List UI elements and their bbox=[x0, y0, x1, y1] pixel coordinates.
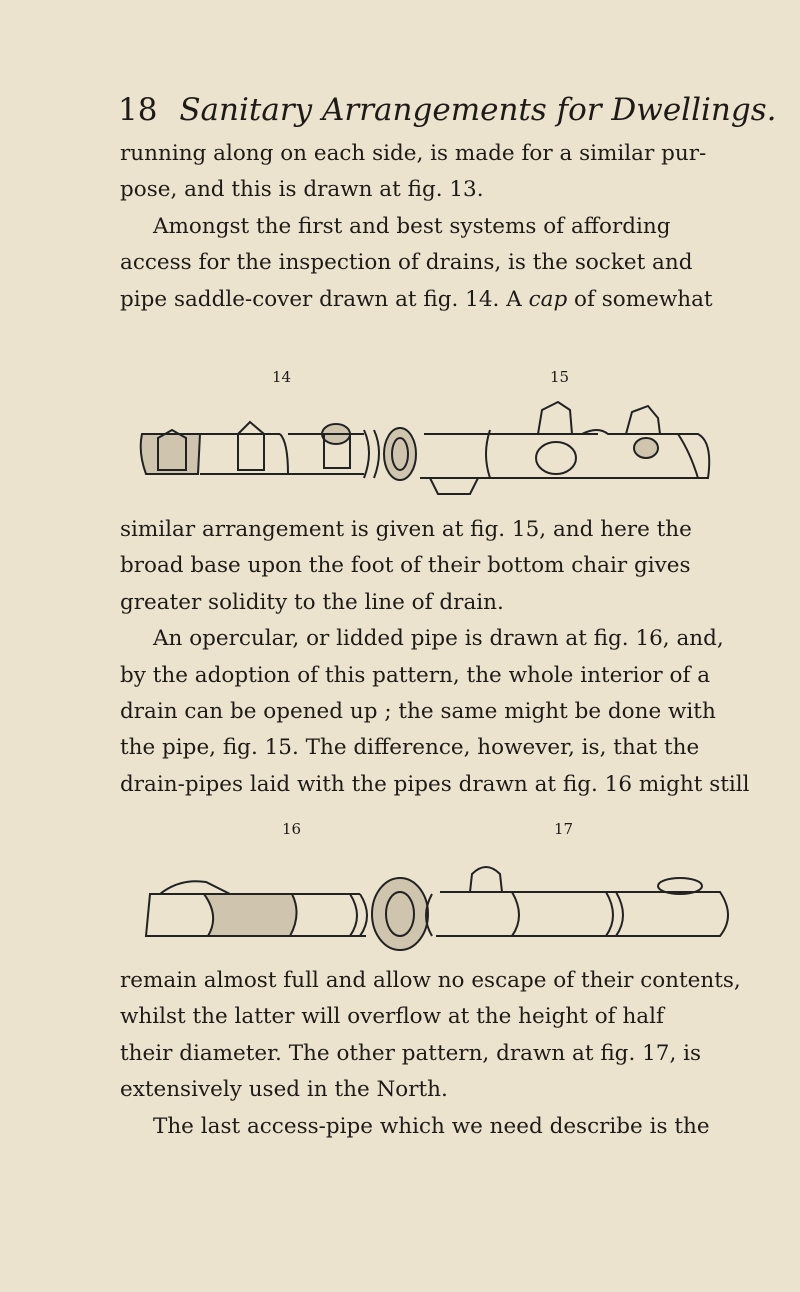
text-line: greater solidity to the line of drain. bbox=[120, 589, 504, 615]
text-line: An opercular, or lidded pipe is drawn at fig. 16, and, bbox=[153, 626, 724, 652]
running-title: Sanitary Arrangements for Dwellings. bbox=[179, 92, 777, 128]
text-line: Amongst the first and best systems of affording bbox=[153, 213, 671, 239]
figure-label-17: 17 bbox=[554, 820, 574, 838]
text-line: by the adoption of this pattern, the whole interior of a bbox=[120, 662, 711, 688]
text-line: similar arrangement is given at fig. 15, and here the bbox=[120, 517, 692, 542]
text-line: broad base upon the foot of their bottom chair gives bbox=[120, 553, 691, 579]
text-line: drain can be opened up ; the same might be done with bbox=[120, 699, 716, 725]
text-line: their diameter. The other pattern, drawn at fig. 17, is bbox=[120, 1040, 702, 1066]
figure-14-15-illustration bbox=[138, 382, 748, 502]
italic-word: cap bbox=[528, 286, 568, 312]
page-number: 18 bbox=[118, 92, 158, 128]
running-header bbox=[118, 92, 777, 128]
text-line: extensively used in the North. bbox=[120, 1077, 448, 1103]
figure-label-14: 14 bbox=[272, 368, 292, 386]
text-line: whilst the latter will overflow at the height of half bbox=[120, 1004, 664, 1030]
figure-label-16: 16 bbox=[282, 820, 302, 838]
text-block-3 bbox=[120, 963, 752, 1145]
text-block-1 bbox=[120, 136, 752, 318]
text-line: drain-pipes laid with the pipes drawn at fig. 16 might still bbox=[120, 771, 750, 797]
text-block-2 bbox=[120, 512, 752, 803]
text-line: access for the inspection of drains, is the socket and bbox=[120, 250, 693, 276]
text-line: pose, and this is drawn at fig. 13. bbox=[120, 177, 484, 203]
figure-label-15: 15 bbox=[550, 368, 570, 386]
text-line: The last access-pipe which we need describe is the bbox=[153, 1113, 710, 1139]
text-line: pipe saddle-cover drawn at fig. 14. A cap of somewhat bbox=[120, 286, 713, 312]
text-line: running along on each side, is made for a similar pur- bbox=[120, 141, 707, 166]
text-line: remain almost full and allow no escape of their contents, bbox=[120, 968, 741, 993]
figure-16-17-illustration bbox=[140, 836, 740, 960]
text-line: the pipe, fig. 15. The difference, however, is, that the bbox=[120, 735, 700, 761]
